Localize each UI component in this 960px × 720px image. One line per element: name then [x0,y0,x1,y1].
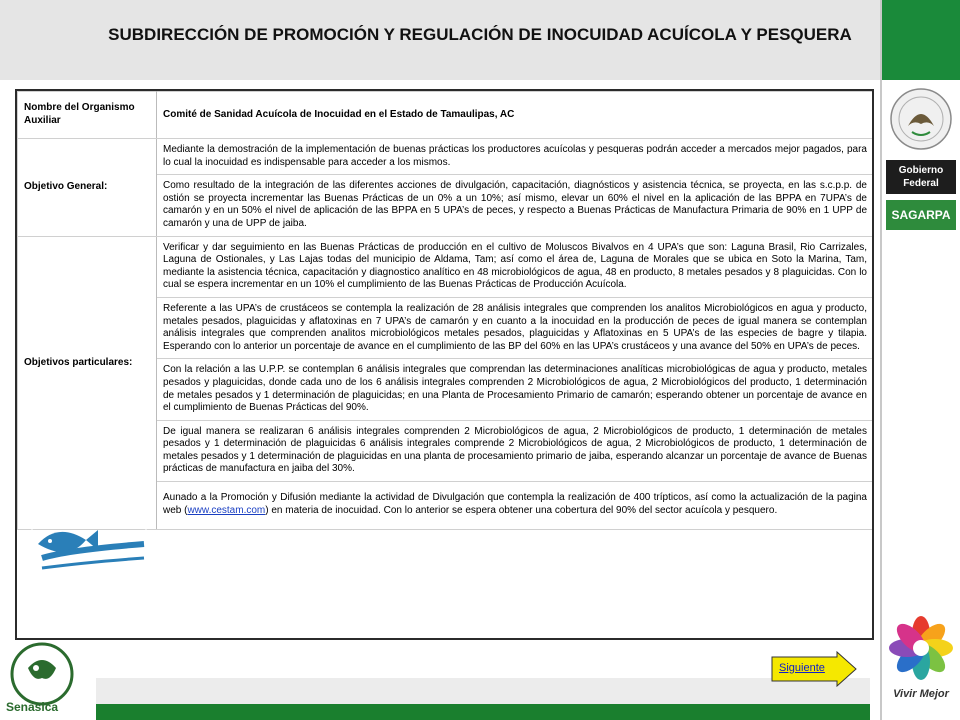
side-panel [880,0,960,720]
table-row [18,139,874,175]
vivir-mejor-flower-icon [886,612,956,684]
objetivo-general-text-2: Como resultado de la integración de las diferentes acciones de divulgación, capacitación, diagnósticos y asistencia técnica, se proyecta, en las s.c.p.p. de ostión se proyecta incrementar las Buenas Prácticas de un 0% a un 10%; así mismo, elevar un 60% el nivel en la aplicación de las BPPA en 7UPA’s de camarón y en un 50% el nivel de aplicación de las BPPA en 5 UPA’s de peces, y respecto a Buenas Prácticas de Manufactura Primaria de 90% en 1 UPP de camarón y una de UPP de jaiba. [157,175,874,236]
cestam-web-link[interactable]: www.cestam.com [187,504,266,516]
footer-green-bar [96,704,870,720]
info-table [17,91,874,530]
sagarpa-logo: SAGARPA [886,200,956,230]
particular-5-before: Aunado a la Promoción y Difusión mediante la actividad de Divulgación que contempla la realización de 400 trípticos, así como la actualización de la pagina web ( [163,492,867,516]
page-title: SUBDIRECCIÓN DE PROMOCIÓN Y REGULACIÓN DE INOCUIDAD ACUÍCOLA Y PESQUERA [108,25,852,44]
vivir-mejor-label: Vivir Mejor [893,688,949,700]
gobierno-line1: Gobierno [898,165,944,176]
organismo-label: Nombre del Organismo Auxiliar [18,92,157,139]
table-row [18,92,874,139]
objetivo-general-text-1: Mediante la demostración de la implementación de buenas prácticas los productores acuícolas y pesqueras podrán acceder a mercados mejor pagados, para lo cual la inocuidad es indispensable para acceder a los mismos. [157,139,874,175]
table-row [18,236,874,297]
particular-text-2: Referente a las UPA’s de crustáceos se contempla la realización de 28 análisis integrales que comprenden los analitos Microbiológicos en agua y producto, metales pesados, plaguicidas y aflatoxinas en 7 UPA’s de camarón y en cuanto a la inocuidad en la producción de peces de igual manera se contemplan análisis integrales que comprenden analitos microbiológicos metales pesados, plaguicidas y Aflatoxinas en 5 UPA’s de las especies de bagre y tilapia. Esperando con lo anterior un porcentaje de avance en el cumplimiento de las BP del 60% en las UPA’s crustáceos y una avance del 50% en UPA’s de peces. [157,297,874,358]
mexico-seal-icon [888,84,954,154]
gobierno-line2: Federal [903,178,939,189]
gobierno-federal-logo [886,160,956,194]
objetivos-particulares-label: Objetivos particulares: [18,236,157,530]
particular-text-1: Verificar y dar seguimiento en las Buenas Prácticas de producción en el cultivo de Moluscos Bivalvos en 4 UPA’s que son: Laguna Brasil, Rio Carrizales, Laguna de Ostionales, y Las Lajas todas del municipio de Aldama, Tam; así como el área de, Laguna de Morales que se ubica en Soto la Marina, Tam, mediante la asistencia técnica, capacitación y diagnostico analítico en 48 microbiológicos de agua, 48 en producto, 8 metales pesados y 8 plaguicidas. Con lo cual se espera incrementar en un 10% el cumplimiento de las Buenas Prácticas de Producción Acuícola. [157,236,874,297]
footer-gray-bar [96,678,870,704]
side-green-block [882,0,960,80]
particular-text-3: Con la relación a las U.P.P. se contemplan 6 análisis integrales que comprendan las determinaciones analíticas microbiológicas de agua y producto, metales pesados y plaguicidas, donde cada uno de los 6 análisis integrales comprenden 2 Microbiológicos de agua, 2 Microbiológicos del producto, 1 determinación de metales pesados y 1 determinación de plaguicidas; en una Planta de Procesamiento Primario de camarón; esperando obtener un porcentaje de avance en el cumplimiento de Buenas Prácticas del 90%. [157,359,874,420]
cesatam-fish-logo-icon [28,514,150,584]
objetivo-general-label: Objetivo General: [18,139,157,237]
particular-5-after: ) en materia de inocuidad. Con lo anterior se espera obtener una cobertura del 90% del sector acuícola y pesquero. [265,504,778,516]
organismo-value: Comité de Sanidad Acuícola de Inocuidad en el Estado de Tamaulipas, AC [157,92,874,139]
particular-text-5 [157,482,874,530]
particular-text-4: De igual manera se realizaran 6 análisis integrales comprenden 2 Microbiológicos de agua, 2 Microbiológicos de producto, 1 determinación de metales pesados y 1 determinación de plaguicidas 6 análisis integrales comprende 2 Microbiológicos de agua, 2 Microbiológicos de producto, 1 determinación de metales pesados y 1 determinación de plaguicidas en una planta de procesamiento primario de jaiba, esperando alcanzar un porcentaje de avance de Buenas prácticas de manufactura en jaiba del 30%. [157,420,874,481]
senasica-label: Senasica [6,700,59,714]
next-link[interactable]: Siguiente [779,662,825,674]
